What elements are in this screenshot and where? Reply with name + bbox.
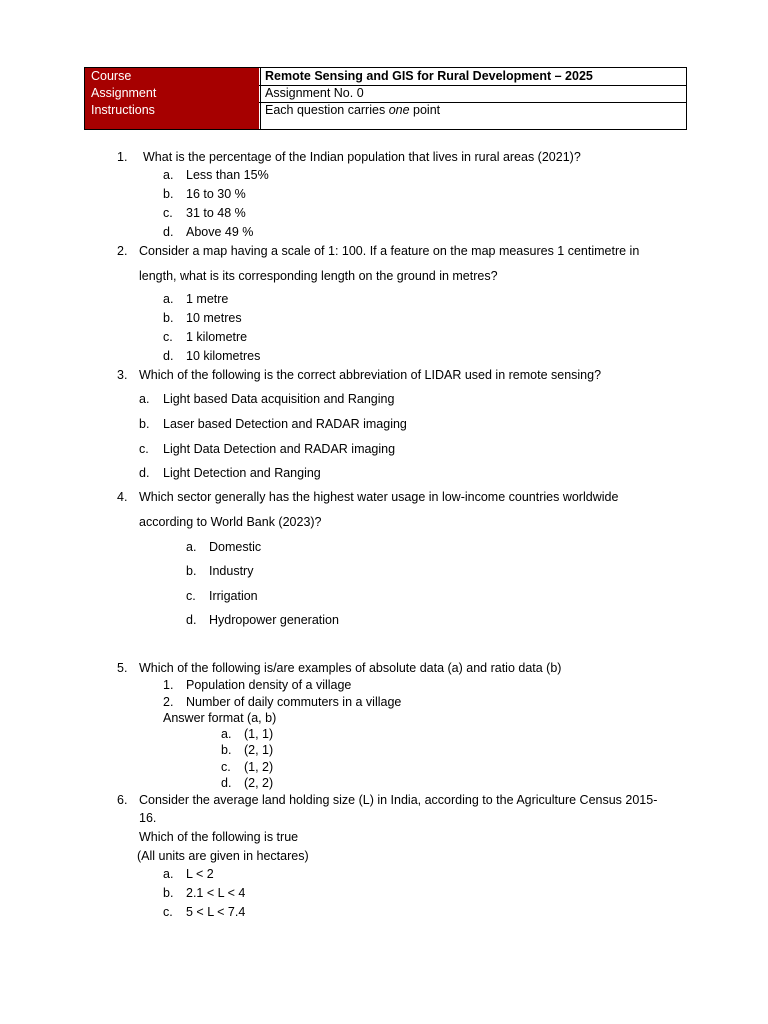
instructions-text-before: Each question carries	[265, 103, 389, 117]
instructions-row	[85, 102, 686, 129]
instructions-value	[260, 102, 686, 129]
assignment-value: Assignment No. 0	[260, 85, 686, 102]
question-5-text: Which of the following is/are examples of absolute data (a) and ratio data (b)	[139, 661, 562, 675]
q2-option-a-letter: a.	[163, 292, 174, 306]
q3-option-c-letter: c.	[139, 442, 149, 456]
q5-option-c-letter: c.	[221, 760, 231, 774]
q2-option-b-letter: b.	[163, 311, 174, 325]
question-4-text-line2: according to World Bank (2023)?	[139, 515, 322, 529]
q5-option-b: (2, 1)	[244, 743, 274, 757]
assignment-label: Assignment	[85, 85, 259, 102]
q4-option-a-letter: a.	[186, 540, 197, 554]
q4-option-d-letter: d.	[186, 613, 197, 627]
q5-item-1-number: 1.	[163, 678, 174, 692]
q6-option-b: 2.1 < L < 4	[186, 886, 246, 900]
q3-option-b-letter: b.	[139, 417, 150, 431]
question-6-text-line1: Consider the average land holding size (L) in India, according to the Agriculture Census 2015-	[139, 793, 658, 807]
q6-option-b-letter: b.	[163, 886, 174, 900]
q2-option-c-letter: c.	[163, 330, 173, 344]
q2-option-d-letter: d.	[163, 349, 174, 363]
q5-option-b-letter: b.	[221, 743, 232, 757]
question-6-number: 6.	[117, 793, 128, 807]
question-6-text-line2: 16.	[139, 811, 157, 825]
q2-option-a: 1 metre	[186, 292, 229, 306]
q4-option-b: Industry	[209, 564, 254, 578]
question-2-number: 2.	[117, 244, 128, 258]
question-5-number: 5.	[117, 661, 128, 675]
q4-option-b-letter: b.	[186, 564, 197, 578]
question-3-number: 3.	[117, 368, 128, 382]
q1-option-c: 31 to 48 %	[186, 206, 246, 220]
course-info-table	[84, 67, 687, 130]
q3-option-c: Light Data Detection and RADAR imaging	[163, 442, 396, 456]
q2-option-d: 10 kilometres	[186, 349, 261, 363]
q6-option-a-letter: a.	[163, 867, 174, 881]
q5-option-d: (2, 2)	[244, 776, 274, 790]
q4-option-a: Domestic	[209, 540, 262, 554]
question-6-text-line4: (All units are given in hectares)	[137, 849, 309, 863]
q1-option-c-letter: c.	[163, 206, 173, 220]
q5-answer-format: Answer format (a, b)	[163, 711, 277, 725]
q5-item-2: Number of daily commuters in a village	[186, 695, 402, 709]
q1-option-a-letter: a.	[163, 168, 174, 182]
instructions-text-after: point	[409, 103, 441, 117]
q3-option-d: Light Detection and Ranging	[163, 466, 321, 480]
q5-option-c: (1, 2)	[244, 760, 274, 774]
q2-option-c: 1 kilometre	[186, 330, 248, 344]
q5-item-2-number: 2.	[163, 695, 174, 709]
q5-option-a-letter: a.	[221, 727, 232, 741]
q3-option-d-letter: d.	[139, 466, 150, 480]
q3-option-a: Light based Data acquisition and Ranging	[163, 392, 395, 406]
q6-option-a: L < 2	[186, 867, 214, 881]
q3-option-b: Laser based Detection and RADAR imaging	[163, 417, 407, 431]
question-4-number: 4.	[117, 490, 128, 504]
q1-option-d: Above 49 %	[186, 225, 254, 239]
course-label: Course	[85, 68, 259, 85]
instructions-label: Instructions	[85, 102, 259, 129]
q6-option-c-letter: c.	[163, 905, 173, 919]
q4-option-d: Hydropower generation	[209, 613, 339, 627]
q1-option-b: 16 to 30 %	[186, 187, 246, 201]
course-row	[85, 68, 686, 86]
q3-option-a-letter: a.	[139, 392, 150, 406]
question-2-text-line2: length, what is its corresponding length on the ground in metres?	[139, 269, 498, 283]
q5-item-1: Population density of a village	[186, 678, 352, 692]
question-1-number: 1.	[117, 150, 128, 164]
q4-option-c-letter: c.	[186, 589, 196, 603]
question-3-text: Which of the following is the correct abbreviation of LIDAR used in remote sensing?	[139, 368, 602, 382]
q5-option-a: (1, 1)	[244, 727, 274, 741]
q6-option-c: 5 < L < 7.4	[186, 905, 246, 919]
question-6-text-line3: Which of the following is true	[139, 830, 299, 844]
q2-option-b: 10 metres	[186, 311, 242, 325]
instructions-emphasis: one	[388, 103, 410, 117]
question-2-text-line1: Consider a map having a scale of 1: 100. If a feature on the map measures 1 centimetre in	[139, 244, 640, 258]
q1-option-a: Less than 15%	[186, 168, 269, 182]
q1-option-d-letter: d.	[163, 225, 174, 239]
question-1-text: What is the percentage of the Indian population that lives in rural areas (2021)?	[143, 150, 581, 164]
q5-option-d-letter: d.	[221, 776, 232, 790]
q1-option-b-letter: b.	[163, 187, 174, 201]
assignment-row	[85, 85, 686, 103]
question-4-text-line1: Which sector generally has the highest water usage in low-income countries worldwide	[139, 490, 619, 504]
course-value: Remote Sensing and GIS for Rural Development – 2025	[260, 68, 686, 85]
q4-option-c: Irrigation	[209, 589, 258, 603]
